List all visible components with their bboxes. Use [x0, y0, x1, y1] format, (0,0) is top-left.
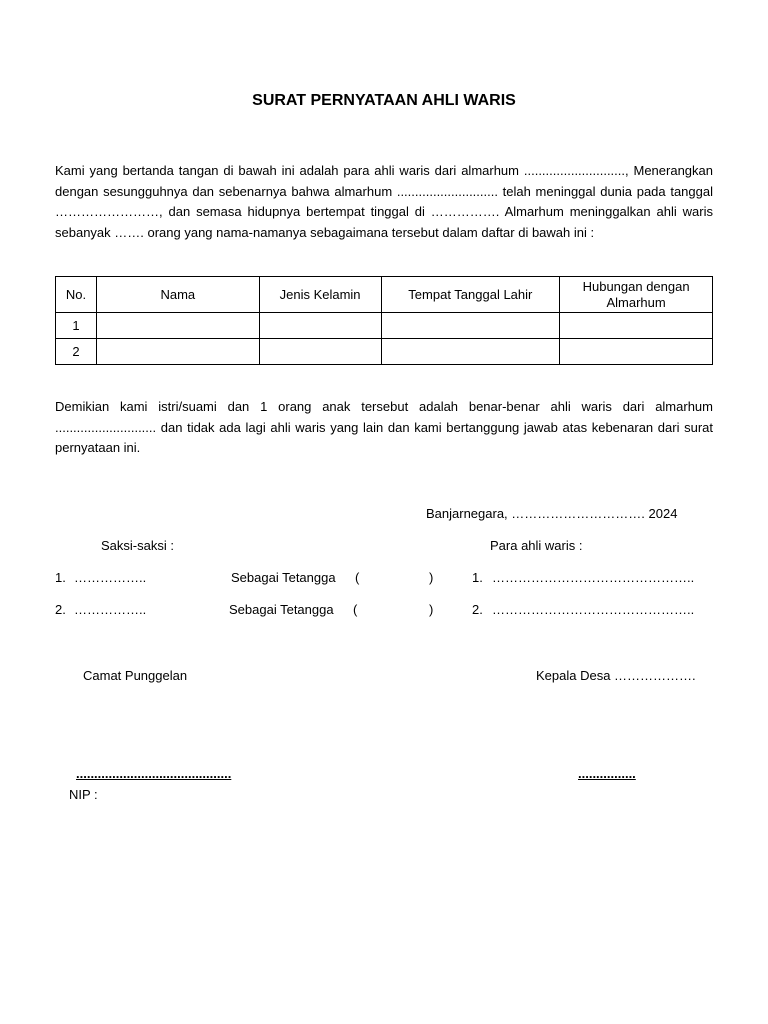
- column-header-nama: Nama: [96, 277, 259, 313]
- camat-title: Camat Punggelan: [83, 668, 188, 683]
- table-cell-nama: [96, 339, 259, 365]
- witness-1-number: 1.: [55, 570, 66, 585]
- column-header-jenis-kelamin: Jenis Kelamin: [259, 277, 381, 313]
- heir-signer-2-number: 2.: [472, 602, 483, 617]
- nip-label: NIP :: [69, 787, 98, 802]
- closing-paragraph: Demikian kami istri/suami dan 1 orang anak tersebut adalah benar-benar ahli waris dari almarhum ............................ dan tidak ada lagi ahli waris yang lain dan kami bertanggung jawab atas kebenaran dari surat pernyataan ini.: [55, 399, 713, 455]
- opening-paragraph: Kami yang bertanda tangan di bawah ini adalah para ahli waris dari almarhum ............................, Menerangkan dengan sesungguhnya dan sebenarnya bahwa almarhum ............................ telah meninggal dunia pada tanggal ……………………, dan semasa hidupnya bertempat tinggal di ……………. Almarhum meninggalkan ahli waris sebanyak ……. orang yang nama-namanya sebagaimana tersebut dalam daftar di bawah ini :: [55, 163, 713, 240]
- table-row: [56, 339, 713, 365]
- table-cell-hubungan: [560, 339, 713, 365]
- witness-2-close-paren: ): [429, 602, 434, 617]
- column-header-ttl: Tempat Tanggal Lahir: [381, 277, 560, 313]
- table-row: [56, 313, 713, 339]
- witness-1-open-paren: (: [355, 570, 360, 585]
- witness-1-name: ……………..: [74, 570, 147, 585]
- table-cell-nama: [96, 313, 259, 339]
- heirs-table: [55, 276, 713, 365]
- heir-signer-2-name: ………………………………………..: [492, 602, 695, 617]
- column-header-hubungan: Hubungan dengan Almarhum: [560, 277, 713, 313]
- document-title: SURAT PERNYATAAN AHLI WARIS: [252, 92, 516, 109]
- table-cell-ttl: [381, 313, 560, 339]
- heir-signer-1-number: 1.: [472, 570, 483, 585]
- heirs-heading: Para ahli waris :: [490, 538, 583, 553]
- witness-1-close-paren: ): [429, 570, 434, 585]
- column-header-no: No.: [56, 277, 97, 313]
- heir-signer-1-name: ………………………………………..: [492, 570, 695, 585]
- table-cell-no: 1: [56, 313, 97, 339]
- witness-2-role: Sebagai Tetangga: [229, 602, 334, 617]
- witness-2-open-paren: (: [353, 602, 358, 617]
- place-date: Banjarnegara, …………………………. 2024: [426, 506, 678, 521]
- table-cell-jenis-kelamin: [259, 339, 381, 365]
- table-cell-hubungan: [560, 313, 713, 339]
- table-cell-jenis-kelamin: [259, 313, 381, 339]
- witness-2-number: 2.: [55, 602, 66, 617]
- camat-signature-line: ...........................................: [76, 766, 232, 781]
- witnesses-heading: Saksi-saksi :: [101, 538, 174, 553]
- table-header-row: [56, 277, 713, 313]
- witness-2-name: ……………..: [74, 602, 147, 617]
- kepala-desa-signature-line: ................: [578, 766, 636, 781]
- kepala-desa-title: Kepala Desa ……………….: [536, 668, 696, 683]
- table-cell-no: 2: [56, 339, 97, 365]
- table-cell-ttl: [381, 339, 560, 365]
- witness-1-role: Sebagai Tetangga: [231, 570, 336, 585]
